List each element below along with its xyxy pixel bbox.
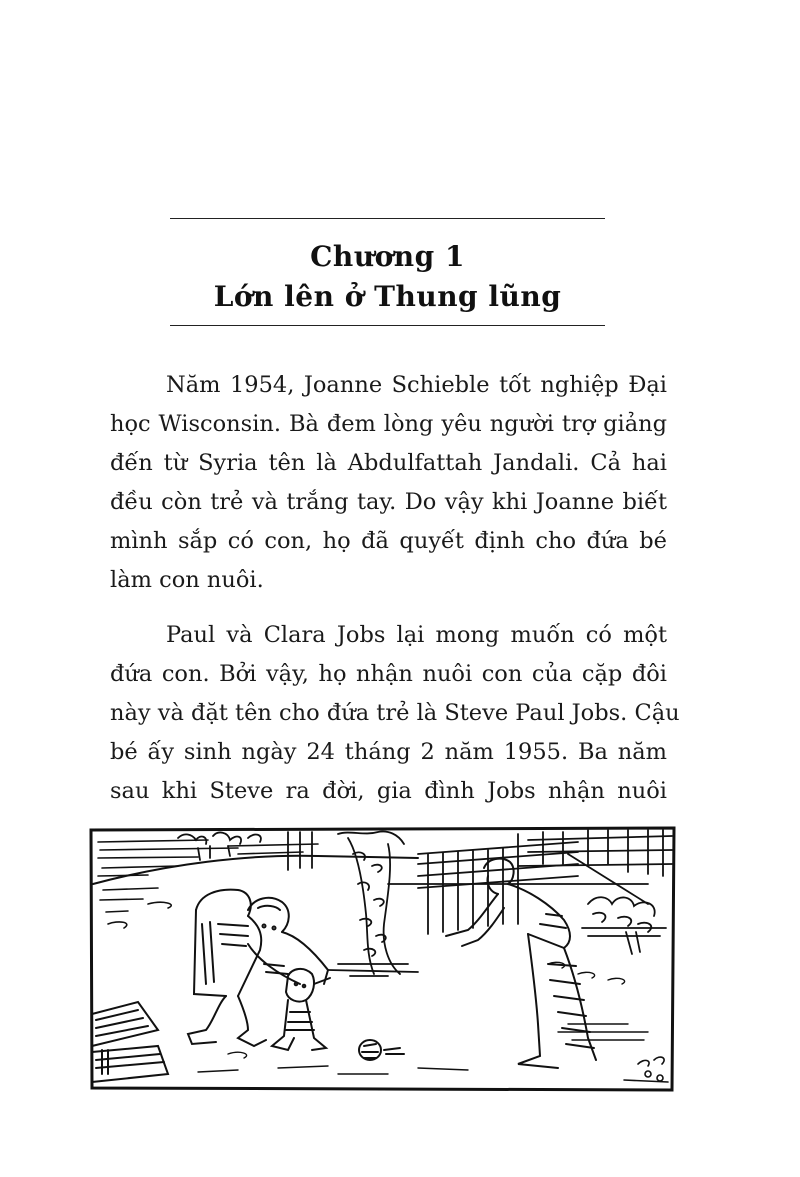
- ball: [359, 1040, 404, 1060]
- chapter-title: Lớn lên ở Thung lũng: [213, 280, 562, 313]
- paragraph-line: sau khi Steve ra đời, gia đình Jobs nhận nuôi: [110, 778, 667, 804]
- paragraph-2: [110, 616, 680, 811]
- yard-horizon: [93, 856, 418, 884]
- background-hatching: [98, 840, 318, 928]
- paragraph-line: này và đặt tên cho đứa trẻ là Steve Paul Jobs. Cậu: [110, 700, 680, 726]
- porch-steps: [92, 1002, 168, 1082]
- paragraph-line: Paul và Clara Jobs lại mong muốn có một: [166, 622, 667, 648]
- paragraph-line: đứa con. Bởi vậy, họ nhận nuôi con của cặp đôi: [110, 661, 667, 687]
- paragraph-line: đến từ Syria tên là Abdulfattah Jandali. Cả hai: [110, 450, 667, 476]
- paragraph-1: [110, 366, 667, 600]
- toddler-figure: [272, 969, 330, 1050]
- backyard-illustration: [88, 824, 678, 1094]
- girl-figure: [248, 898, 328, 984]
- man-figure: [446, 859, 596, 1068]
- paragraph-line: làm con nuôi.: [110, 567, 264, 593]
- paragraph-line: Năm 1954, Joanne Schieble tốt nghiệp Đại: [166, 372, 667, 398]
- paragraph-line: học Wisconsin. Bà đem lòng yêu người trợ giảng: [110, 411, 667, 437]
- paragraph-line: mình sắp có con, họ đã quyết định cho đứa bé: [110, 528, 667, 554]
- paragraph-line: bé ấy sinh ngày 24 tháng 2 năm 1955. Ba năm: [110, 739, 667, 765]
- bottom-divider-rule: [170, 325, 605, 326]
- top-divider-rule: [170, 218, 605, 219]
- paragraph-line: đều còn trẻ và trắng tay. Do vậy khi Joanne biết: [110, 489, 667, 515]
- chapter-number: Chương 1: [310, 240, 465, 273]
- lawn-marks: [198, 962, 648, 1074]
- woman-figure: [188, 890, 266, 1046]
- tree: [328, 832, 418, 977]
- shrub-right: [582, 897, 666, 954]
- flowers-bottom-right: [624, 1057, 668, 1082]
